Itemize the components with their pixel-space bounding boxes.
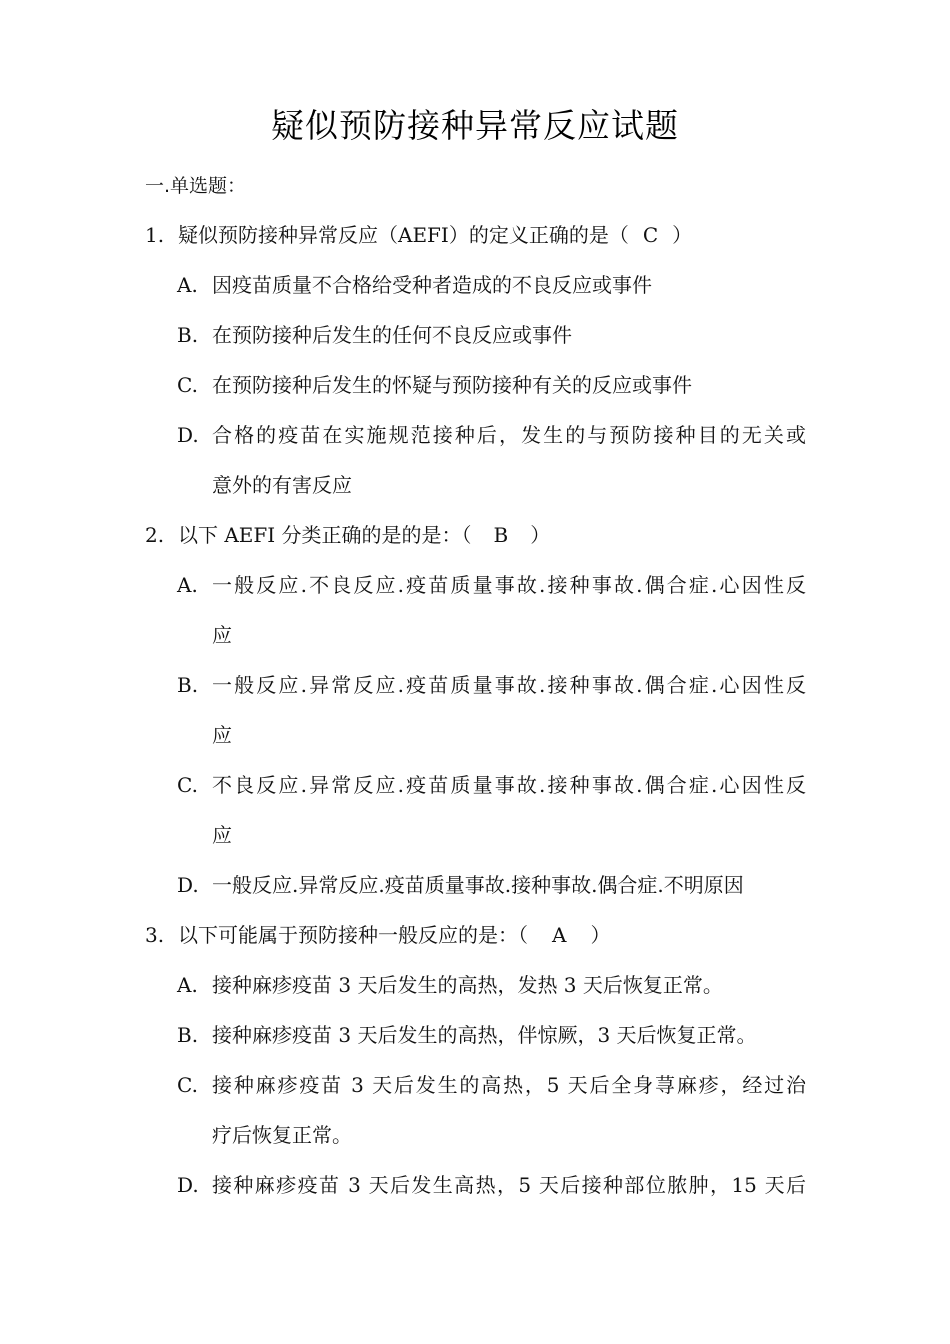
question-stem: 疑似预防接种异常反应（AEFI）的定义正确的是（ (178, 223, 629, 247)
option-label: C. (177, 773, 198, 797)
option-text-continued: 应 (212, 723, 232, 747)
option-label: C. (177, 373, 198, 397)
option-c (177, 1071, 212, 1099)
answer-letter: C (642, 223, 659, 247)
option-c (177, 771, 212, 799)
question-number: 2. (145, 523, 165, 547)
question-number: 3. (145, 923, 165, 947)
option-text: 一般反应.异常反应.疫苗质量事故.接种事故.偶合症.不明原因 (212, 873, 744, 897)
option-label: D. (177, 1173, 199, 1197)
option-d (177, 421, 212, 449)
question-3 (145, 921, 610, 949)
option-text: 合格的疫苗在实施规范接种后，发生的与预防接种目的无关或 (212, 423, 806, 447)
option-text: 接种麻疹疫苗 3 天后发生高热，5 天后接种部位脓肿，15 天后 (212, 1173, 806, 1197)
option-label: D. (177, 423, 199, 447)
option-label: B. (177, 673, 199, 697)
option-b (177, 321, 572, 349)
option-text: 在预防接种后发生的任何不良反应或事件 (212, 323, 572, 347)
option-text: 在预防接种后发生的怀疑与预防接种有关的反应或事件 (212, 373, 692, 397)
option-text-continued: 意外的有害反应 (212, 473, 352, 497)
option-a (177, 971, 723, 999)
option-text: 接种麻疹疫苗 3 天后发生的高热，伴惊厥，3 天后恢复正常。 (212, 1023, 757, 1047)
option-label: C. (177, 1073, 198, 1097)
section-heading: 一.单选题： (145, 175, 247, 197)
answer-letter: A (552, 923, 567, 947)
answer-letter: B (493, 523, 509, 547)
question-number: 1. (145, 223, 165, 247)
option-text: 接种麻疹疫苗 3 天后发生的高热，5 天后全身荨麻疹，经过治 (212, 1073, 806, 1097)
option-text-continued: 应 (212, 623, 232, 647)
document-title: 疑似预防接种异常反应试题 (271, 106, 679, 145)
option-text-continued: 应 (212, 823, 232, 847)
option-text: 一般反应.异常反应.疫苗质量事故.接种事故.偶合症.心因性反 (212, 673, 806, 697)
option-label: A. (177, 273, 198, 297)
question-stem-end: ） (530, 523, 551, 547)
option-a (177, 271, 652, 299)
question-stem-end: ） (672, 223, 693, 247)
option-text: 不良反应.异常反应.疫苗质量事故.接种事故.偶合症.心因性反 (212, 773, 806, 797)
option-d (177, 1171, 212, 1199)
question-1 (145, 221, 692, 249)
option-text: 接种麻疹疫苗 3 天后发生的高热，发热 3 天后恢复正常。 (212, 973, 723, 997)
option-label: A. (177, 573, 198, 597)
option-a (177, 571, 212, 599)
option-label: A. (177, 973, 198, 997)
question-2 (145, 521, 550, 549)
option-text: 一般反应.不良反应.疫苗质量事故.接种事故.偶合症.心因性反 (212, 573, 806, 597)
option-b (177, 1021, 757, 1049)
option-label: B. (177, 323, 199, 347)
question-stem: 以下可能属于预防接种一般反应的是：（ (178, 923, 528, 947)
option-d (177, 871, 744, 899)
option-text: 因疫苗质量不合格给受种者造成的不良反应或事件 (212, 273, 652, 297)
option-label: B. (177, 1023, 199, 1047)
question-stem-end: ） (590, 923, 611, 947)
question-stem: 以下 AEFI 分类正确的是的是：（ (178, 523, 472, 547)
option-c (177, 371, 692, 399)
option-b (177, 671, 212, 699)
option-text-continued: 疗后恢复正常。 (212, 1123, 352, 1147)
option-label: D. (177, 873, 199, 897)
